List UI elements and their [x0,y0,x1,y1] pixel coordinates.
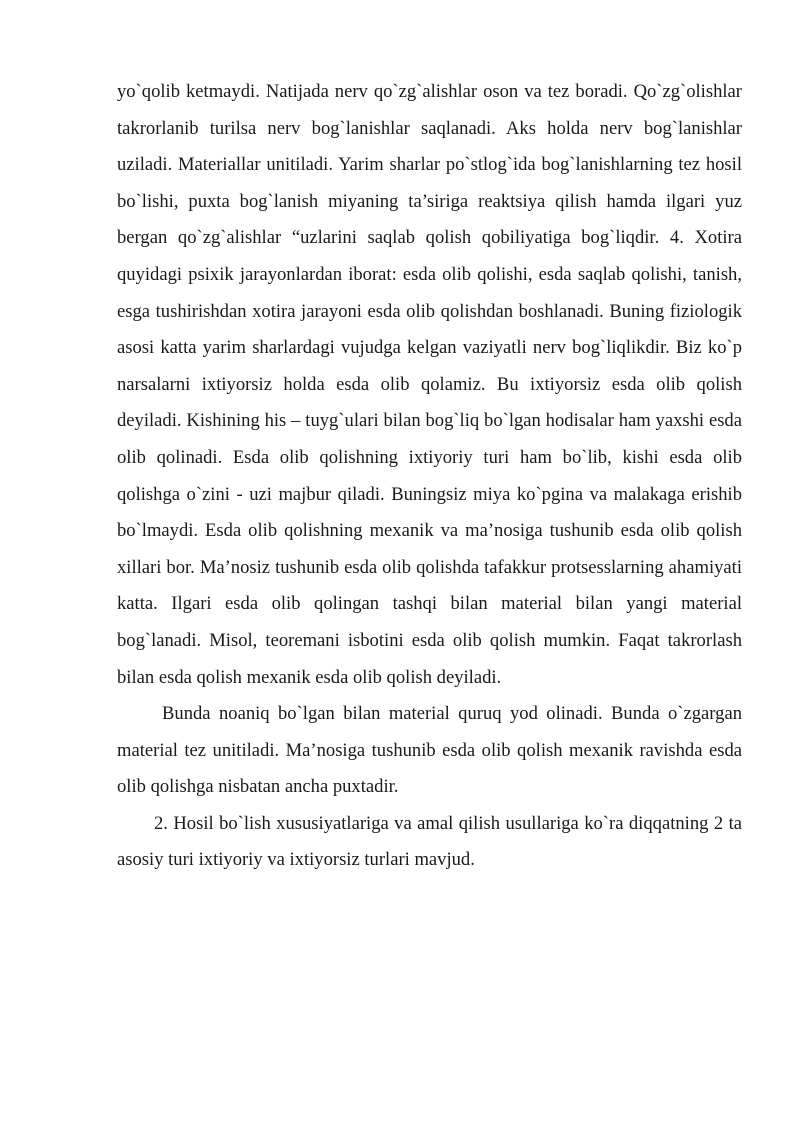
paragraph-memory-process: yo`qolib ketmaydi. Natijada nerv qo`zg`alishlar oson va tez boradi. Qo`zg`olishlar takrorlanib turilsa nerv bog`lanishlar saqlanadi. Aks holda nerv bog`lanishlar uziladi. Materiallar unitiladi. Yarim sharlar po`stlog`ida bog`lanishlarning tez hosil bo`lishi, puxta bog`lanish miyaning ta’siriga reaktsiya qilish hamda ilgari yuz bergan qo`zg`alishlar “uzlarini saqlab qolish qobiliyatiga bog`liqdir. 4. Xotira quyidagi psixik jarayonlardan iborat: esda olib qolishi, esda saqlab qolishi, tanish, esga tushirishdan xotira jarayoni esda olib qolishdan boshlanadi. Buning fiziologik asosi katta yarim sharlardagi vujudga kelgan vaziyatli nerv bog`liqlikdir. Biz ko`p narsalarni ixtiyorsiz holda esda olib qolamiz. Bu ixtiyorsiz esda olib qolish deyiladi. Kishining his – tuyg`ulari bilan bog`liq bo`lgan hodisalar ham yaxshi esda olib qolinadi. Esda olib qolishning ixtiyoriy turi ham bo`lib, kishi esda olib qolishga o`zini - uzi majbur qiladi. Buningsiz miya ko`pgina va malakaga erishib bo`lmaydi. Esda olib qolishning mexanik va ma’nosiga tushunib esda olib qolish xillari bor. Ma’nosiz tushunib esda olib qolishda tafakkur protsesslarning ahamiyati katta. Ilgari esda olib qolingan tashqi bilan material bilan yangi material bog`lanadi. Misol, teoremani isbotini esda olib qolish mumkin. Faqat takrorlash bilan esda qolish mexanik esda olib qolish deyiladi. [117,81,742,688]
document-page [117,74,742,879]
paragraph-rote-learning: Bunda noaniq bo`lgan bilan material quruq yod olinadi. Bunda o`zgargan material tez unitiladi. Ma’nosiga tushunib esda olib qolish mexanik ravishda esda olib qolishga nisbatan ancha puxtadir. [117,703,742,798]
paragraph-attention-types: 2. Hosil bo`lish xususiyatlariga va amal qilish usullariga ko`ra diqqatning 2 ta asosiy turi ixtiyoriy va ixtiyorsiz turlari mavjud. [117,812,742,871]
